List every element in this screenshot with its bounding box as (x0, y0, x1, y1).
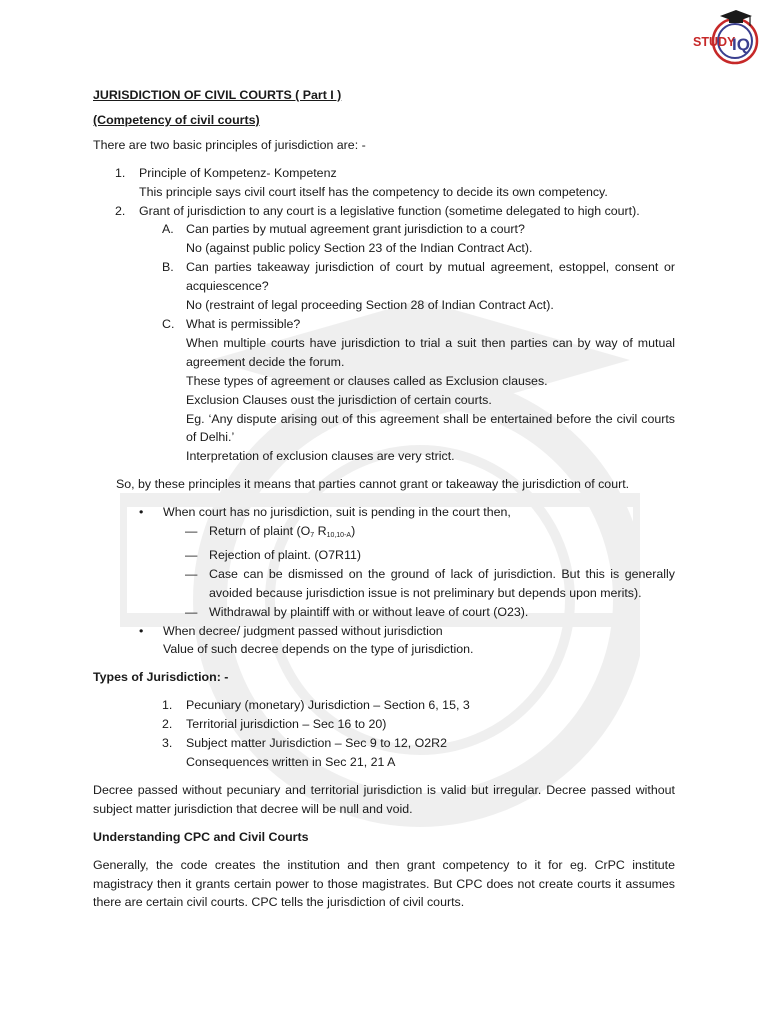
dash-item: — Case can be dismissed on the ground of lack of jurisdiction. But this is generally avoided because jurisdiction issue is not preliminary but depends upon merits). (185, 566, 675, 600)
principle-number: 1. (115, 165, 126, 180)
bullet-text: When court has no jurisdiction, suit is pending in the court then, (163, 505, 511, 520)
decree-paragraph: Decree passed without pecuniary and territorial jurisdiction is valid but irregular. Decree passed without subject matter jurisdiction that decree will be null and void. (93, 782, 675, 816)
logo-iq-text: IQ (732, 35, 750, 54)
question-line: Can parties by mutual agreement grant jurisdiction to a court? (186, 222, 525, 237)
answer-line: These types of agreement or clauses called as Exclusion clauses. (186, 373, 548, 388)
question-mark: B. (162, 260, 174, 275)
dash-item: — Withdrawal by plaintiff with or without leave of court (O23). (93, 603, 675, 622)
dash-icon: — (185, 566, 198, 581)
logo-graphic (688, 4, 762, 68)
types-heading: Types of Jurisdiction: - (93, 670, 229, 685)
type-item: 3. Subject matter Jurisdiction – Sec 9 to 12, O2R2 Consequences written in Sec 21, 21 A (162, 736, 448, 769)
dash-item: — Rejection of plaint. (O7R11) (93, 546, 675, 565)
cpc-heading: Understanding CPC and Civil Courts (93, 829, 309, 844)
document-subtitle: (Competency of civil courts) (93, 112, 260, 127)
intro-text: There are two basic principles of jurisdiction are: - (93, 137, 366, 152)
answer-line: Interpretation of exclusion clauses are very strict. (186, 449, 455, 464)
principle-text: Grant of jurisdiction to any court is a legislative function (sometime delegated to high court). (139, 203, 640, 218)
dash-icon: — (185, 604, 198, 619)
document-body (93, 86, 675, 912)
answer-line: When multiple courts have jurisdiction to trial a suit then parties can by way of mutual agreement decide the forum. (186, 335, 675, 369)
studyiq-logo (688, 4, 762, 68)
question-line: What is permissible? (186, 316, 301, 331)
cpc-paragraph: Generally, the code creates the institution and then grant competency to it for eg. CrPC institute magistracy then it grants certain power to those magistrates. But CPC does not create courts it assumes there are certain civil courts. CPC tells the jurisdiction of civil courts. (93, 857, 675, 910)
question-c (93, 315, 675, 466)
question-b (93, 258, 675, 315)
principle-text: Principle of Kompetenz- Kompetenz (139, 165, 337, 180)
question-mark: A. (162, 222, 174, 237)
dash-item-return-plaint: — Return of plaint ($O_7$ $R_{10,10-A}$) (185, 524, 356, 540)
type-item: 1. Pecuniary (monetary) Jurisdiction – Section 6, 15, 3 (162, 698, 470, 713)
bullet-icon: • (139, 623, 144, 638)
answer-line: Eg. ‘Any dispute arising out of this agreement shall be entertained before the civil courts of Delhi.’ (186, 411, 675, 445)
summary-line: So, by these principles it means that parties cannot grant or takeaway the jurisdiction of court. (116, 477, 630, 492)
answer-line: No (against public policy Section 23 of the Indian Contract Act). (186, 241, 533, 256)
principle-1 (93, 164, 675, 202)
logo-study-text: STUDY (693, 35, 736, 49)
bullet-icon: • (139, 505, 144, 520)
question-a (93, 220, 675, 258)
bullet-decree (93, 622, 675, 660)
bullet-no-jurisdiction (93, 503, 675, 522)
bullet-text: When decree/ judgment passed without jurisdiction (163, 623, 443, 638)
question-line: Can parties takeaway jurisdiction of court by mutual agreement, estoppel, consent or acquiescence? (186, 260, 675, 294)
principle-detail: This principle says civil court itself has the competency to decide its own competency. (139, 184, 608, 199)
question-mark: C. (162, 316, 175, 331)
bullet-detail: Value of such decree depends on the type of jurisdiction. (163, 642, 474, 657)
principle-number: 2. (115, 203, 126, 218)
principle-2 (93, 202, 675, 221)
answer-line: No (restraint of legal proceeding Section 28 of Indian Contract Act). (186, 298, 554, 313)
answer-line: Exclusion Clauses oust the jurisdiction of certain courts. (186, 392, 492, 407)
document-title: JURISDICTION OF CIVIL COURTS ( Part I ) (93, 88, 342, 102)
dash-icon: — (185, 547, 198, 562)
dash-icon: — (185, 524, 198, 539)
type-item: 2. Territorial jurisdiction – Sec 16 to 20) (162, 717, 387, 732)
